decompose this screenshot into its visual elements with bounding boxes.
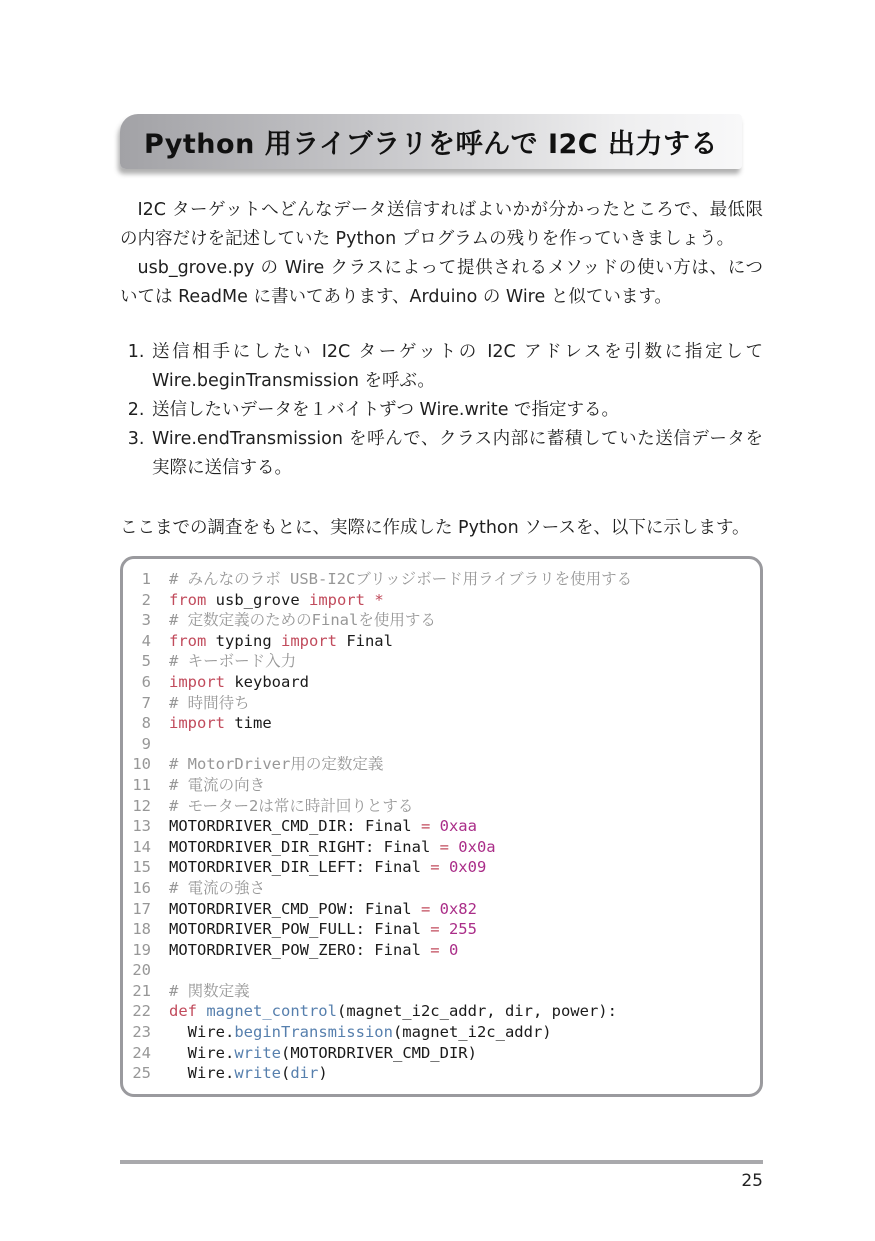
code-token-plain: ( <box>281 1064 291 1083</box>
code-line-text <box>169 754 752 775</box>
code-line-number: 20 <box>132 961 151 980</box>
code-token-function: write <box>234 1043 281 1062</box>
list-item-step-3: 3. Wire.endTransmission を呼んで、クラス内部に蓄積していた送信データを実際に送信する。 <box>150 425 763 483</box>
code-line <box>123 734 752 755</box>
code-line-number: 4 <box>141 631 151 650</box>
code-line-text <box>169 878 752 899</box>
code-line-text <box>169 1022 752 1043</box>
code-line <box>123 816 752 837</box>
code-token-keyword: * <box>364 590 384 609</box>
code-token-function: beginTransmission <box>234 1023 393 1042</box>
code-line-number: 25 <box>132 1064 151 1083</box>
code-token-plain: MOTORDRIVER_DIR_RIGHT: Final <box>169 837 440 856</box>
code-line-number: 21 <box>132 981 151 1000</box>
code-token-plain: Final <box>336 631 393 650</box>
code-token-plain: Wire. <box>169 1064 235 1083</box>
code-line <box>123 590 752 611</box>
code-token-comment: # 電流の向き <box>169 775 266 794</box>
code-token-keyword: = <box>430 920 449 939</box>
code-line <box>123 899 752 920</box>
code-line-number: 14 <box>132 837 151 856</box>
code-token-comment: # モーター2は常に時計回りとする <box>169 796 414 815</box>
code-line-number: 16 <box>132 878 151 897</box>
code-line <box>123 1001 752 1022</box>
code-line-text <box>169 734 752 755</box>
code-token-function: dir <box>290 1064 319 1083</box>
code-line <box>123 1022 752 1043</box>
code-token-number: 0 <box>448 940 459 959</box>
paragraph-wire-usage: usb_grove.py の Wire クラスによって提供されるメソッドの使い方は、については ReadMe に書いてあります、Arduino の Wire と似ています。 <box>120 258 763 307</box>
code-token-plain: MOTORDRIVER_POW_ZERO: Final <box>169 940 431 959</box>
code-line-text <box>169 940 752 961</box>
code-line-number: 2 <box>141 590 151 609</box>
code-line <box>123 610 752 631</box>
code-line <box>123 981 752 1002</box>
code-line-text <box>169 651 752 672</box>
code-line <box>123 919 752 940</box>
code-token-keyword: = <box>430 940 449 959</box>
code-line-number: 18 <box>132 920 151 939</box>
code-line-number: 22 <box>132 1002 151 1021</box>
code-line <box>123 693 752 714</box>
code-line-number: 17 <box>132 899 151 918</box>
code-token-comment: # みんなのラボ USB-I2Cブリッジボード用ライブラリを使用する <box>169 570 633 588</box>
code-token-plain: MOTORDRIVER_DIR_LEFT: Final <box>169 858 431 877</box>
code-line-text <box>169 590 752 611</box>
code-line-text <box>169 919 752 940</box>
code-token-plain: MOTORDRIVER_CMD_POW: Final <box>169 899 421 918</box>
code-line-text <box>169 631 752 652</box>
code-token-comment: # 時間待ち <box>169 693 250 712</box>
page-number: 25 <box>741 1171 763 1191</box>
content-area <box>120 196 763 1097</box>
code-token-plain: (MOTORDRIVER_CMD_DIR) <box>281 1043 477 1062</box>
code-listing <box>120 556 763 1097</box>
code-line-text <box>169 899 752 920</box>
code-token-comment: # 電流の強さ <box>169 878 266 897</box>
code-token-comment: # 関数定義 <box>169 981 250 1000</box>
paragraph-code-lead-in: ここまでの調査をもとに、実際に作成した Python ソースを、以下に示します。 <box>120 518 750 538</box>
code-line-text <box>169 981 752 1002</box>
code-line-number: 1 <box>141 570 151 588</box>
code-line-number: 11 <box>132 775 151 794</box>
code-line-number: 7 <box>141 693 151 712</box>
code-token-plain: ) <box>318 1064 328 1083</box>
code-line-text <box>169 569 752 590</box>
code-line-number: 12 <box>132 796 151 815</box>
code-line-text <box>169 837 752 858</box>
code-line-number: 3 <box>141 611 151 630</box>
code-line-text <box>169 1043 752 1064</box>
code-token-comment: # 定数定義のためのFinalを使用する <box>169 611 436 630</box>
steps-list <box>120 338 763 483</box>
code-token-plain: MOTORDRIVER_CMD_DIR: Final <box>169 817 421 836</box>
code-line-text <box>169 1063 752 1084</box>
code-line-number: 23 <box>132 1023 151 1042</box>
code-token-keyword: import <box>169 714 225 733</box>
code-token-keyword: from <box>169 631 207 650</box>
code-line <box>123 940 752 961</box>
code-line-number: 8 <box>141 714 151 733</box>
code-line-text <box>169 672 752 693</box>
code-line <box>123 672 752 693</box>
code-line-text <box>169 857 752 878</box>
code-line-text <box>169 610 752 631</box>
list-item-step-2: 2. 送信したいデータを１バイトずつ Wire.write で指定する。 <box>150 396 763 425</box>
code-line <box>123 837 752 858</box>
code-line <box>123 960 752 981</box>
code-token-plain: time <box>225 714 272 733</box>
code-token-keyword: import <box>280 631 337 650</box>
code-token-keyword: = <box>420 817 440 836</box>
code-line-number: 13 <box>132 817 151 836</box>
code-token-plain: Wire. <box>169 1023 235 1042</box>
code-token-comment: # MotorDriver用の定数定義 <box>169 755 384 774</box>
code-line <box>123 1043 752 1064</box>
code-line-number: 24 <box>132 1043 151 1062</box>
code-line <box>123 878 752 899</box>
code-token-number: 0x0a <box>458 837 496 856</box>
code-line <box>123 754 752 775</box>
code-token-comment: # キーボード入力 <box>169 652 297 671</box>
code-token-plain: Wire. <box>169 1043 235 1062</box>
code-line <box>123 857 752 878</box>
code-token-keyword: = <box>439 837 459 856</box>
code-token-plain: usb_grove <box>206 590 309 609</box>
code-line-number: 15 <box>132 858 151 877</box>
code-token-function: write <box>234 1064 281 1083</box>
code-line-number: 10 <box>132 755 151 774</box>
code-line-number: 9 <box>141 734 151 753</box>
code-line-number: 19 <box>132 940 151 959</box>
code-line-text <box>169 693 752 714</box>
code-line <box>123 713 752 734</box>
code-token-plain: typing <box>206 631 281 650</box>
code-line-number: 6 <box>141 672 151 691</box>
code-token-keyword: from <box>169 590 207 609</box>
code-token-number: 255 <box>448 920 477 939</box>
code-token-number: 0x09 <box>448 858 487 877</box>
code-token-keyword: import <box>308 590 365 609</box>
code-token-plain: keyboard <box>225 672 309 691</box>
section-title: Python 用ライブラリを呼んで I2C 出力する <box>144 129 719 160</box>
code-token-keyword: import <box>169 672 225 691</box>
code-line-text <box>169 816 752 837</box>
footer-rule <box>120 1160 763 1164</box>
code-line-text <box>169 775 752 796</box>
code-line-text <box>169 713 752 734</box>
code-token-number: 0x82 <box>439 899 477 918</box>
code-line <box>123 569 752 590</box>
paragraph-intro: I2C ターゲットへどんなデータ送信すればよいかが分かったところで、最低限の内容だけを記述していた Python プログラムの残りを作っていきましょう。 <box>120 200 763 249</box>
list-item-step-1: 1. 送信相手にしたい I2C ターゲットの I2C アドレスを引数に指定して Wire.beginTransmission を呼ぶ。 <box>150 338 763 396</box>
code-line-text <box>169 1001 752 1022</box>
code-line <box>123 775 752 796</box>
code-line-number: 5 <box>141 652 151 671</box>
code-token-plain: (magnet_i2c_addr, dir, power): <box>336 1002 617 1021</box>
section-title-bar <box>120 114 742 169</box>
code-line-text <box>169 960 752 981</box>
code-token-number: 0xaa <box>439 817 477 836</box>
code-token-keyword: = <box>420 899 440 918</box>
code-line <box>123 796 752 817</box>
code-token-plain: (magnet_i2c_addr) <box>392 1023 552 1042</box>
code-line <box>123 631 752 652</box>
code-line <box>123 1063 752 1084</box>
code-token-function: magnet_control <box>206 1002 337 1021</box>
code-line-text <box>169 796 752 817</box>
code-token-plain: MOTORDRIVER_POW_FULL: Final <box>169 920 431 939</box>
code-line <box>123 651 752 672</box>
code-token-keyword: def <box>169 1002 207 1021</box>
code-token-keyword: = <box>430 858 449 877</box>
